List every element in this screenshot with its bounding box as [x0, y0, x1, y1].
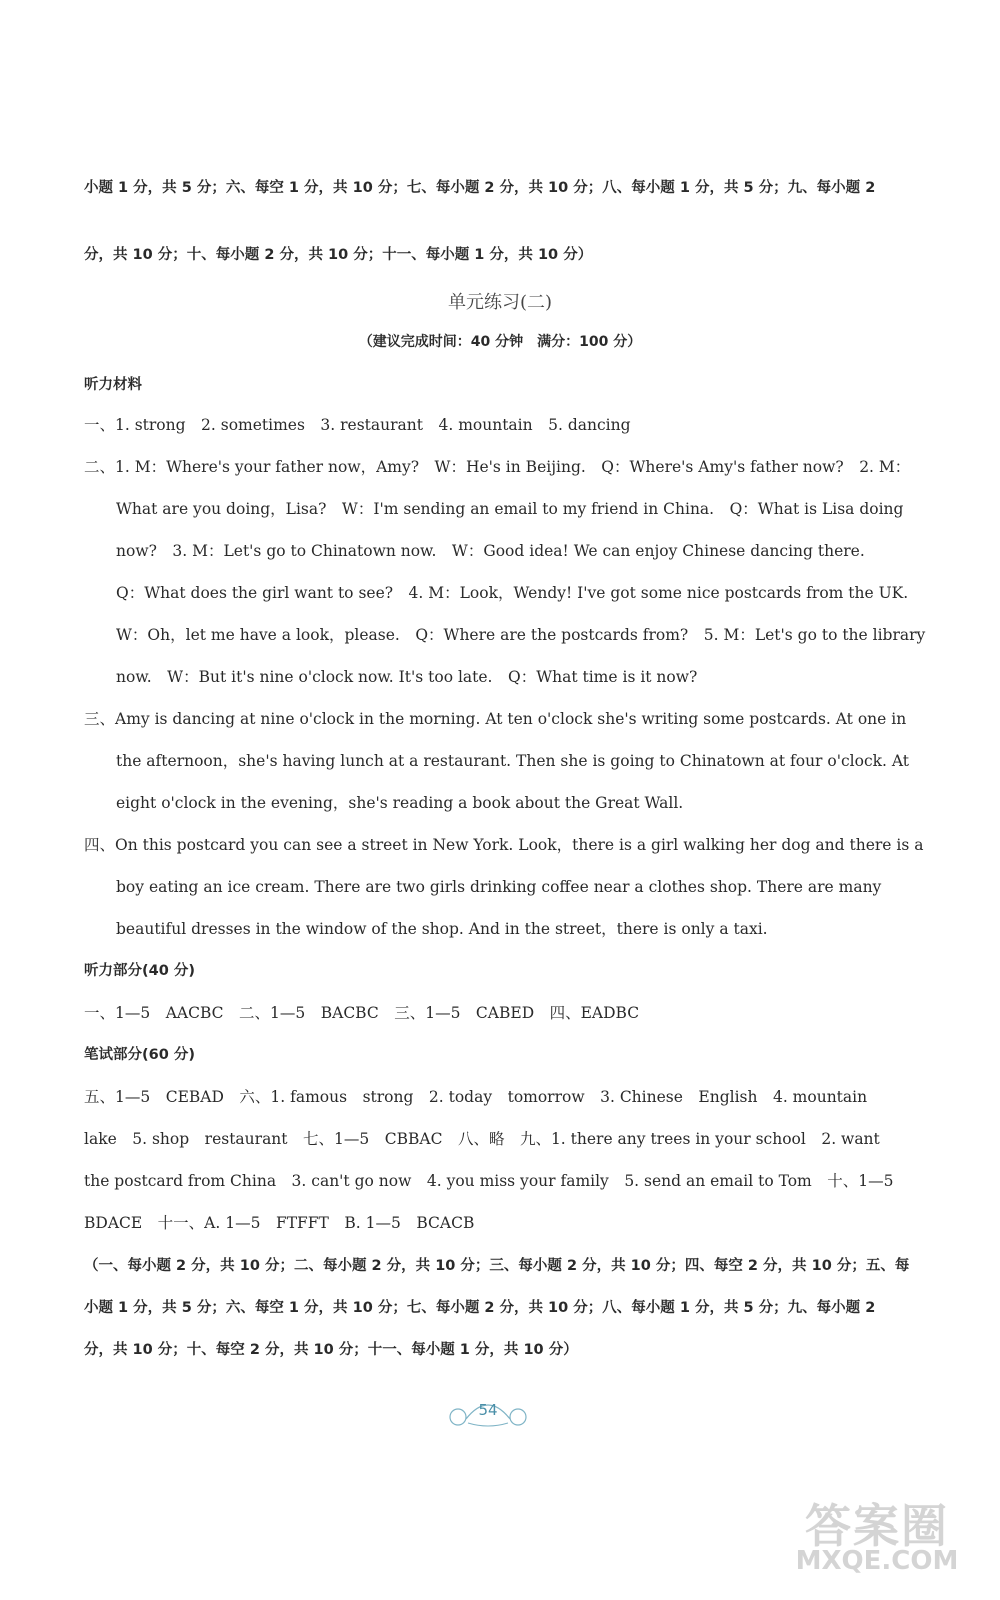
- listening-q3-line: the afternoon，she's having lunch at a restaurant. Then she is going to Chinatown at four o'clock. At: [116, 752, 910, 770]
- listening-q2-line: now. W：But it's nine o'clock now. It's too late. Q：What time is it now?: [116, 668, 698, 686]
- listening-material-heading: 听力材料: [84, 377, 142, 393]
- section-subtitle: （建议完成时间：40 分钟 满分：100 分）: [358, 334, 642, 350]
- listening-q2-line: W：Oh，let me have a look，please. Q：Where are the postcards from? 5. M：Let's go to the library: [116, 626, 926, 644]
- watermark-main-text: 答案圈: [805, 1499, 949, 1553]
- written-answer-line: 五、1—5 CEBAD 六、1. famous strong 2. today tomorrow 3. Chinese English 4. mountain: [84, 1088, 868, 1106]
- page-number: 54: [478, 1401, 498, 1419]
- written-answer-line: the postcard from China 3. can't go now 4. you miss your family 5. send an email to Tom 十、1—5: [84, 1172, 894, 1190]
- top-scoring-line-2: 分，共 10 分；十、每小题 2 分，共 10 分；十一、每小题 1 分，共 10 分）: [84, 247, 593, 263]
- listening-q1: 一、1. strong 2. sometimes 3. restaurant 4. mountain 5. dancing: [84, 416, 631, 434]
- section-title: 单元练习(二): [447, 292, 553, 313]
- scoring-line: 分，共 10 分；十、每空 2 分，共 10 分；十一、每小题 1 分，共 10 分）: [84, 1342, 578, 1358]
- watermark-logo: [782, 1490, 972, 1580]
- page-number-badge: [448, 1395, 528, 1429]
- listening-q2-line: now? 3. M：Let's go to Chinatown now. W：Good idea! We can enjoy Chinese dancing there.: [116, 542, 865, 560]
- written-answer-line: BDACE 十一、A. 1—5 FTFFT B. 1—5 BCACB: [84, 1214, 475, 1232]
- listening-q3-line: 三、Amy is dancing at nine o'clock in the morning. At ten o'clock she's writing some postcards. At one in: [84, 710, 907, 728]
- listening-q3-line: eight o'clock in the evening，she's reading a book about the Great Wall.: [116, 794, 684, 812]
- scoring-line: 小题 1 分，共 5 分；六、每空 1 分，共 10 分；七、每小题 2 分，共 10 分；八、每小题 1 分，共 5 分；九、每小题 2: [84, 1300, 876, 1316]
- top-scoring-line-1: 小题 1 分，共 5 分；六、每空 1 分，共 10 分；七、每小题 2 分，共 10 分；八、每小题 1 分，共 5 分；九、每小题 2: [84, 180, 876, 196]
- listening-q4-line: 四、On this postcard you can see a street in New York. Look，there is a girl walking her dog and there is a: [84, 836, 924, 854]
- watermark-site-text: MXQE.COM: [795, 1546, 959, 1576]
- listening-q2-line: What are you doing，Lisa? W：I'm sending an email to my friend in China. Q：What is Lisa doing: [116, 500, 904, 518]
- listening-part-answers: 一、1—5 AACBC 二、1—5 BACBC 三、1—5 CABED 四、EADBC: [84, 1004, 640, 1022]
- listening-q2-line: Q：What does the girl want to see? 4. M：Look，Wendy! I've got some nice postcards from the UK.: [116, 584, 909, 602]
- written-part-heading: 笔试部分(60 分): [84, 1047, 195, 1063]
- written-answer-line: lake 5. shop restaurant 七、1—5 CBBAC 八、略 九、1. there any trees in your school 2. want: [84, 1130, 880, 1148]
- listening-part-heading: 听力部分(40 分): [84, 963, 195, 979]
- listening-q4-line: beautiful dresses in the window of the shop. And in the street，there is only a taxi.: [116, 920, 768, 938]
- listening-q2-line: 二、1. M：Where's your father now，Amy? W：He's in Beijing. Q：Where's Amy's father now? 2. M：: [84, 458, 911, 476]
- listening-q4-line: boy eating an ice cream. There are two girls drinking coffee near a clothes shop. There are many: [116, 878, 882, 896]
- scoring-line: （一、每小题 2 分，共 10 分；二、每小题 2 分，共 10 分；三、每小题 2 分，共 10 分；四、每空 2 分，共 10 分；五、每: [84, 1258, 910, 1274]
